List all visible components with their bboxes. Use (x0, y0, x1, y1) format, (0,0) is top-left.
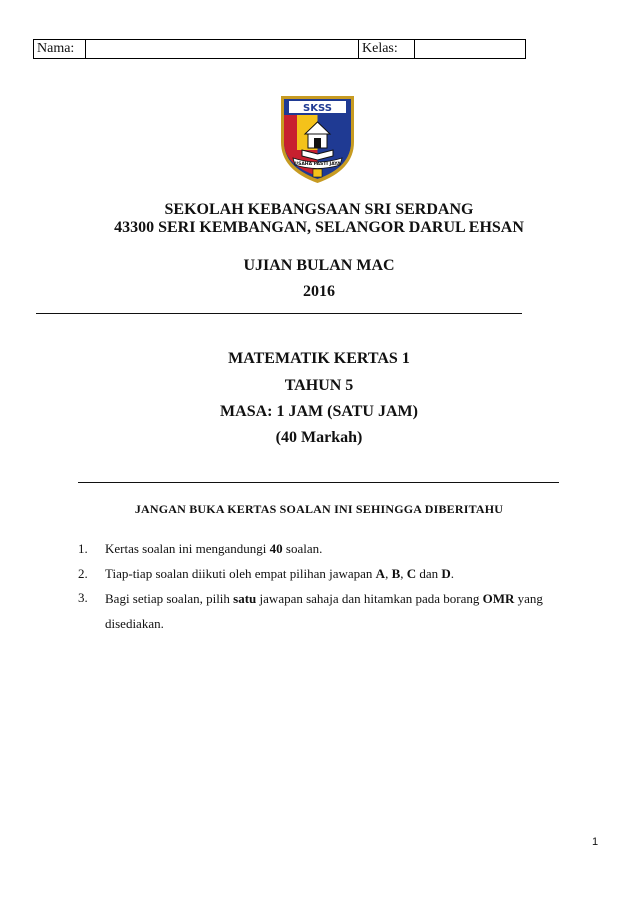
name-label: Nama: (34, 40, 86, 58)
student-info-table (33, 39, 526, 59)
instruction-text: Bagi setiap soalan, pilih satu jawapan sahaja dan hitamkan pada borang OMR yang disediakan. (105, 591, 543, 631)
page-number: 1 (592, 836, 599, 848)
school-name: SEKOLAH KEBANGSAAN SRI SERDANG (164, 201, 474, 218)
logo-top-text: SKSS (303, 103, 332, 114)
divider-top (36, 313, 522, 314)
warning-notice: JANGAN BUKA KERTAS SOALAN INI SEHINGGA DIBERITAHU (134, 502, 504, 516)
instruction-text: Kertas soalan ini mengandungi 40 soalan. (105, 541, 323, 556)
logo-ribbon-text: USAHA PASTI JAYA (294, 162, 341, 167)
divider-bottom (78, 482, 559, 483)
class-label: Kelas: (359, 40, 415, 58)
school-crest-logo (277, 90, 358, 185)
instruction-number: 1. (78, 541, 88, 556)
name-field[interactable] (86, 40, 359, 58)
paper-subject: MATEMATIK KERTAS 1 (228, 350, 410, 367)
paper-level: TAHUN 5 (284, 377, 354, 394)
class-field[interactable] (415, 40, 525, 58)
paper-duration: MASA: 1 JAM (SATU JAM) (220, 403, 418, 420)
school-address: 43300 SERI KEMBANGAN, SELANGOR DARUL EHSAN (114, 219, 524, 236)
instruction-number: 2. (78, 566, 88, 581)
instruction-text: Tiap-tiap soalan diikuti oleh empat pilihan jawapan A, B, C dan D. (105, 566, 455, 581)
instruction-number: 3. (78, 590, 88, 605)
exam-year: 2016 (303, 283, 335, 300)
exam-name: UJIAN BULAN MAC (243, 257, 395, 274)
paper-marks: (40 Markah) (275, 429, 363, 446)
